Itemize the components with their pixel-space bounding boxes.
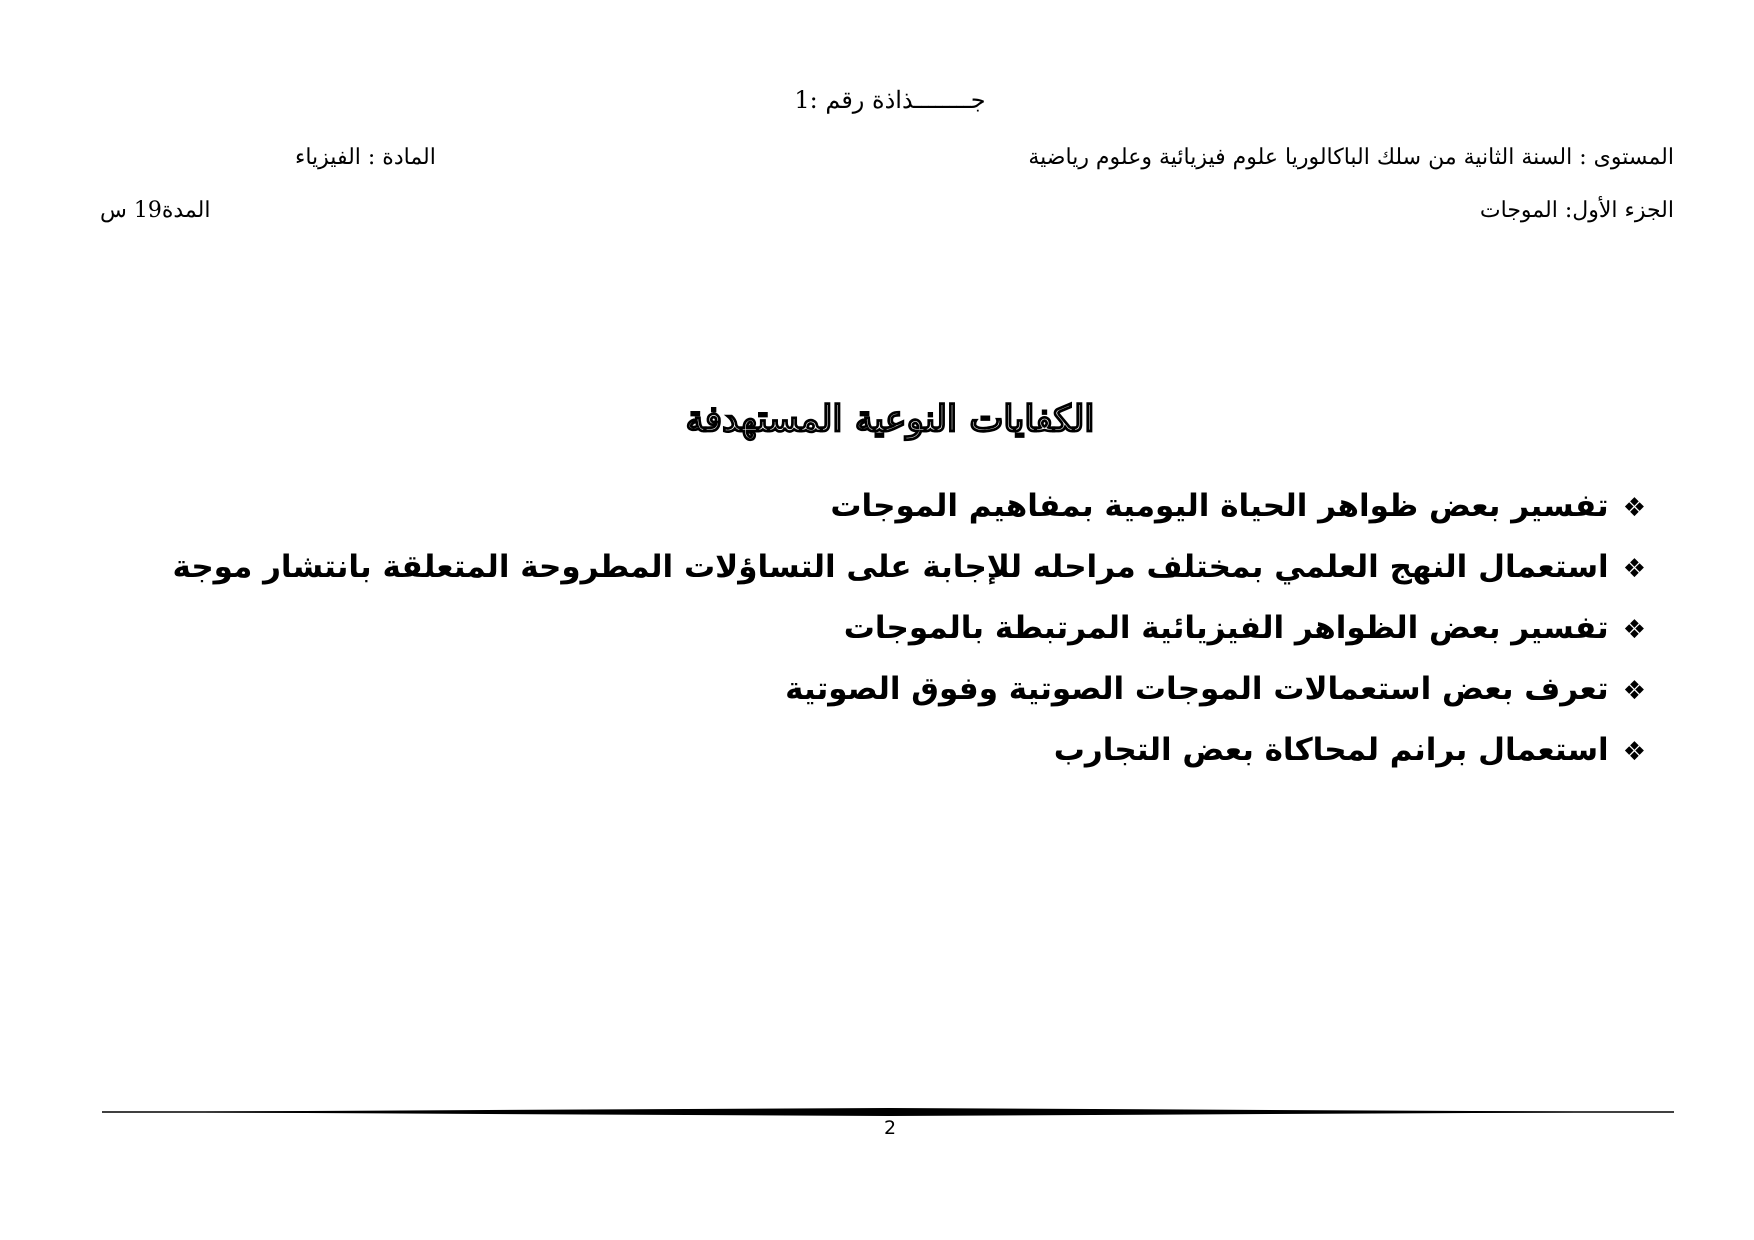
diamond-bullet-icon: ❖ [1622,554,1646,584]
part-label: الجزء الأول: الموجات [1479,198,1674,223]
unit-title: جــــــــذاذة رقم :1 [794,86,986,114]
level-label: المستوى : السنة الثانية من سلك الباكالوريا علوم فيزيائية وعلوم رياضية [1028,145,1674,170]
diamond-bullet-icon: ❖ [1622,676,1646,706]
diamond-bullet-icon: ❖ [1622,737,1646,767]
competencies-list [173,485,1646,790]
diamond-bullet-icon: ❖ [1622,493,1646,523]
page-number: 2 [883,1117,897,1139]
competency-item: ❖استعمال برانم لمحاكاة بعض التجارب [173,729,1646,790]
competency-item: ❖تفسير بعض ظواهر الحياة اليومية بمفاهيم الموجات [173,485,1646,546]
competency-item: ❖استعمال النهج العلمي بمختلف مراحله للإجابة على التساؤلات المطروحة المتعلقة بانتشار موجة [173,546,1646,607]
footer-divider [102,1108,1674,1116]
diamond-bullet-icon: ❖ [1622,615,1646,645]
duration-label: المدة19 س [100,198,211,223]
competency-item: ❖تعرف بعض استعمالات الموجات الصوتية وفوق الصوتية [173,668,1646,729]
subject-label: المادة : الفيزياء [295,145,436,170]
competency-item: ❖تفسير بعض الظواهر الفيزيائية المرتبطة بالموجات [173,607,1646,668]
competencies-title: الكفايات النوعية المستهدفة [685,398,1095,440]
